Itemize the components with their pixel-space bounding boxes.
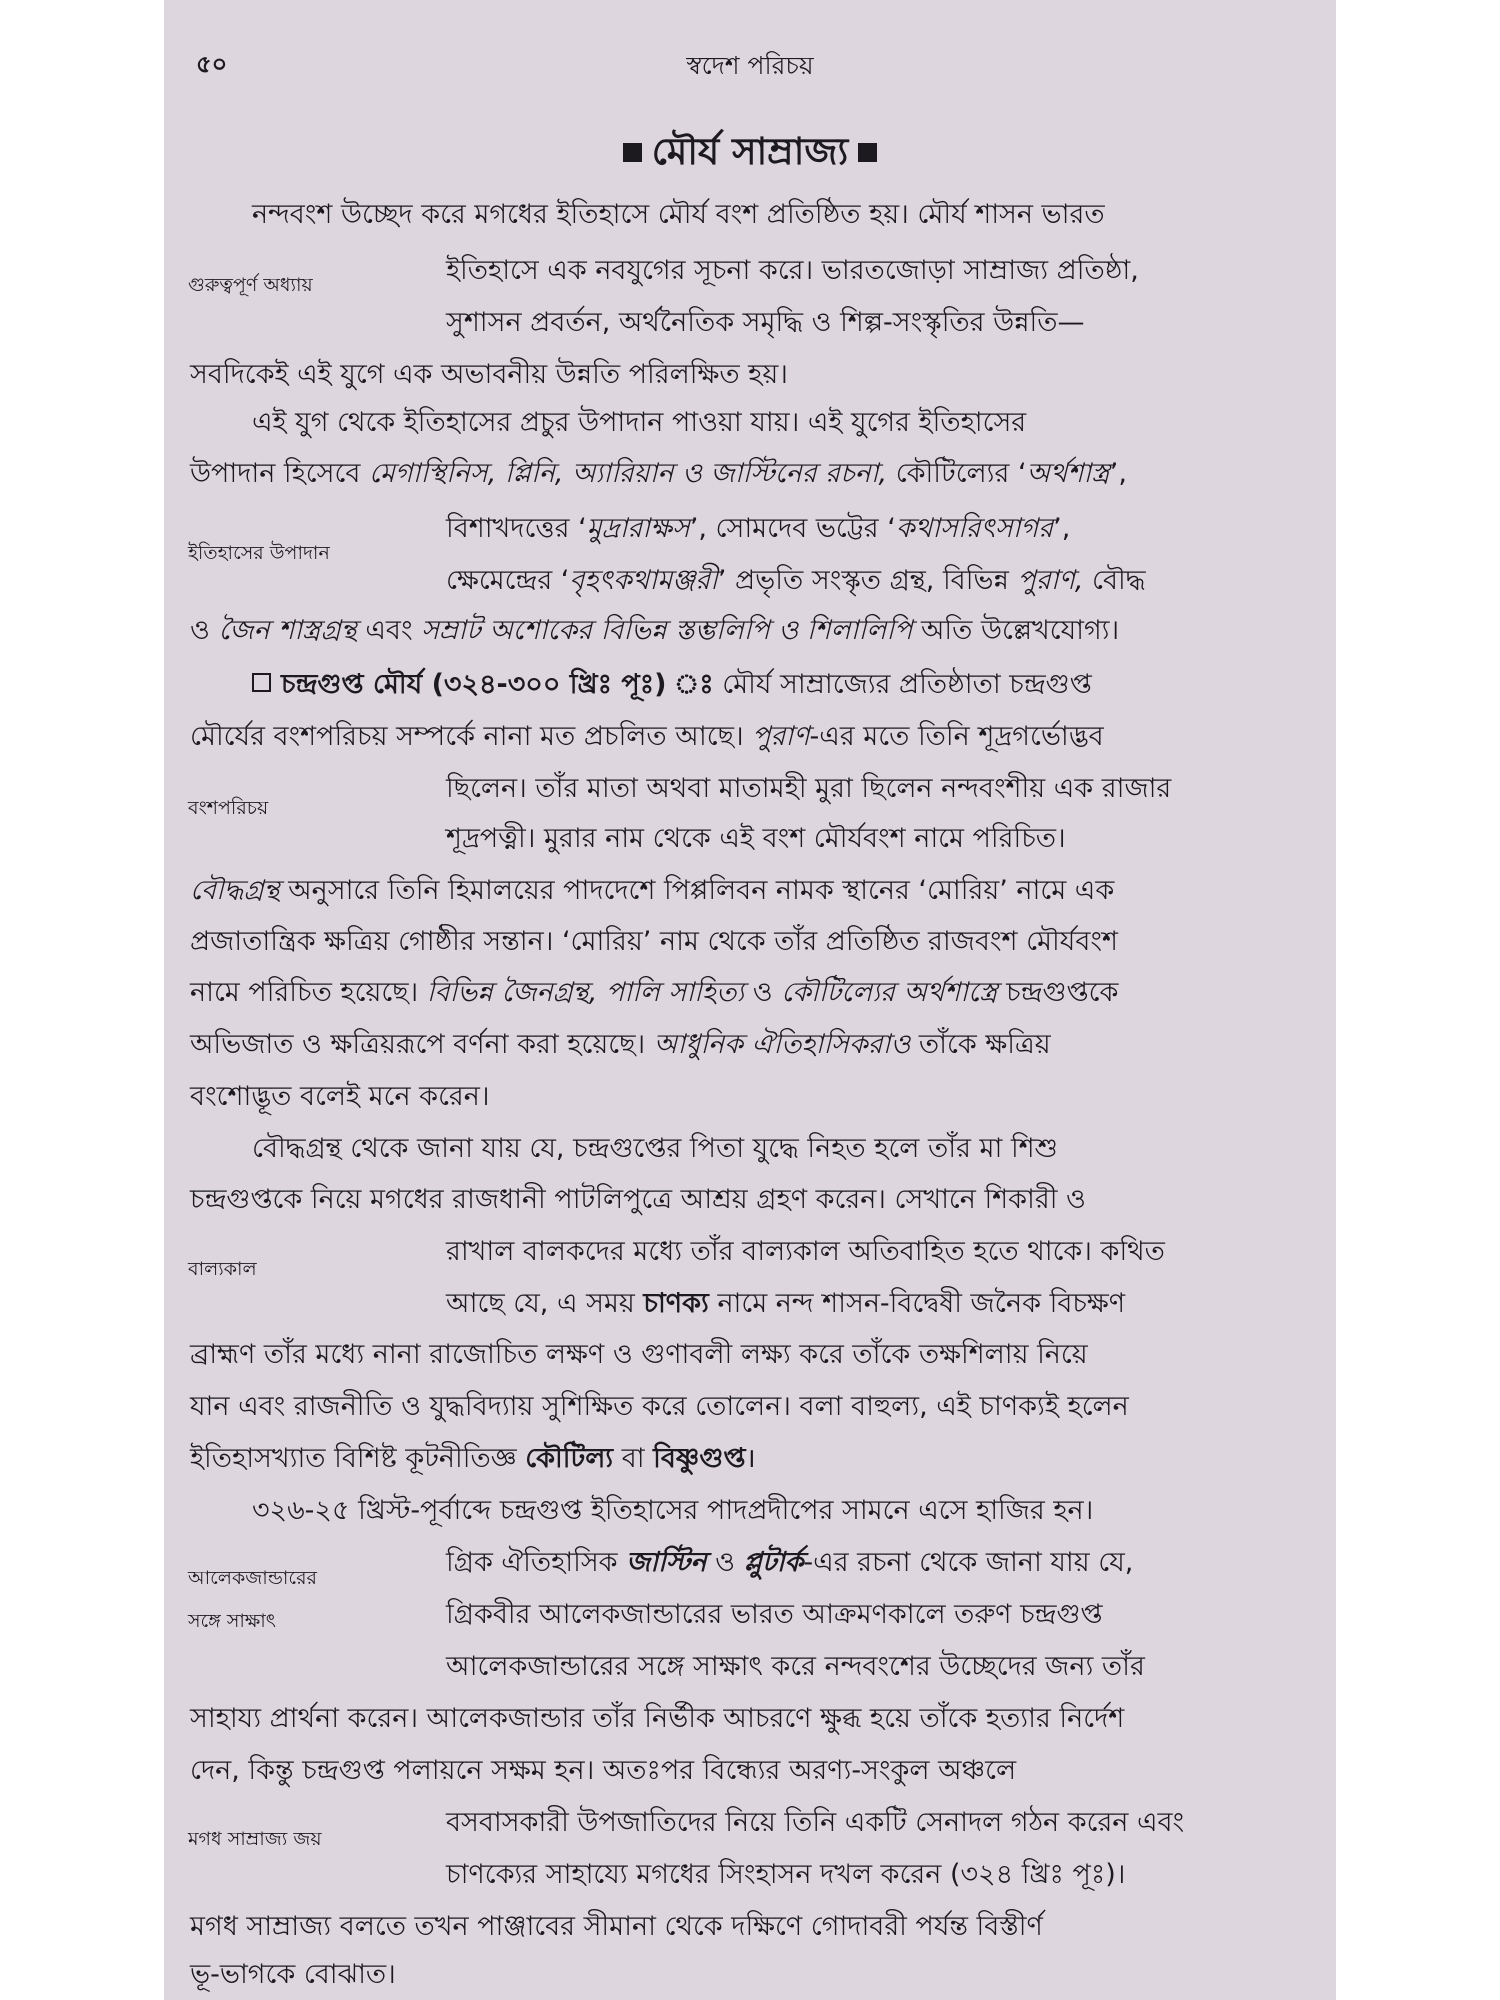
- text-line: বংশোদ্ভূত বলেই মনে করেন।: [190, 1081, 490, 1112]
- text-span: চন্দ্রগুপ্তকে: [997, 977, 1119, 1008]
- text-span: প্লুটার্ক: [743, 1547, 804, 1578]
- text-line: শূদ্রপত্নী। মুরার নাম থেকে এই বংশ মৌর্যবংশ নামে পরিচিত।: [446, 823, 1066, 854]
- text-span: গ্রিক ঐতিহাসিক: [446, 1547, 627, 1578]
- side-note-magadha: মগধ সাম্রাজ্য জয়: [188, 1828, 322, 1850]
- text-line: যান এবং রাজনীতি ও যুদ্ধবিদ্যায় সুশিক্ষিত করে তোলেন। বলা বাহুল্য, এই চাণক্যই হলেন: [190, 1391, 1129, 1422]
- text-span: বিষ্ণুগুপ্ত: [653, 1443, 746, 1474]
- text-span: পুরাণ,: [1017, 565, 1084, 596]
- text-line: ৩২৬-২৫ খ্রিস্ট-পূর্বাব্দে চন্দ্রগুপ্ত ইতিহাসের পাদপ্রদীপের সামনে এসে হাজির হন।: [252, 1495, 1094, 1526]
- text-span: জৈন শাস্ত্রগ্রন্থ: [218, 615, 357, 646]
- text-span: মেগাস্থিনিস, প্লিনি, অ্যারিয়ান ও জাস্টিনের রচনা,: [368, 458, 888, 489]
- text-line: বৌদ্ধগ্রন্থ থেকে জানা যায় যে, চন্দ্রগুপ্তের পিতা যুদ্ধে নিহত হলে তাঁর মা শিশু: [252, 1133, 1058, 1164]
- text-span: -এর রচনা থেকে জানা যায় যে,: [803, 1547, 1134, 1578]
- text-line: [252, 668, 1092, 702]
- text-line: [446, 512, 1070, 546]
- text-span: কৌটিল্যের অর্থশাস্ত্রে: [781, 977, 998, 1008]
- text-line: সবদিকেই এই যুগে এক অভাবনীয় উন্নতি পরিলক্ষিত হয়।: [190, 359, 788, 390]
- text-line: ইতিহাসে এক নবযুগের সূচনা করে। ভারতজোড়া সাম্রাজ্য প্রতিষ্ঠা,: [446, 255, 1139, 286]
- text-span: কৌটিল্যের ‘: [887, 458, 1027, 489]
- text-span: জাস্টিন: [626, 1547, 707, 1578]
- text-span: বৌদ্ধগ্রন্থ: [190, 875, 280, 906]
- text-span: পুরাণ: [752, 721, 810, 752]
- text-line: ব্রাহ্মণ তাঁর মধ্যে নানা রাজোচিত লক্ষণ ও গুণাবলী লক্ষ্য করে তাঁকে তক্ষশিলায় নিয়ে: [190, 1339, 1088, 1370]
- text-span: বিভিন্ন জৈনগ্রন্থ, পালি সাহিত্য: [426, 977, 745, 1008]
- checkbox-bullet-icon: [252, 673, 271, 692]
- text-span: চাণক্য: [643, 1288, 709, 1319]
- text-span: নামে পরিচিত হয়েছে।: [190, 977, 427, 1008]
- text-span: সম্রাট অশোকের বিভিন্ন স্তম্ভলিপি ও শিলালিপি: [421, 615, 913, 646]
- text-span: উপাদান হিসেবে: [190, 458, 369, 489]
- text-line: এই যুগ থেকে ইতিহাসের প্রচুর উপাদান পাওয়া যায়। এই যুগের ইতিহাসের: [252, 407, 1027, 438]
- text-span: ’,: [1109, 458, 1127, 489]
- text-span: বৌদ্ধ: [1083, 565, 1146, 596]
- text-span: কথাসরিৎসাগর: [895, 513, 1054, 544]
- text-line: চন্দ্রগুপ্তকে নিয়ে মগধের রাজধানী পাটলিপুত্রে আশ্রয় গ্রহণ করেন। সেখানে শিকারী ও: [190, 1184, 1086, 1215]
- text-line: [190, 1442, 756, 1476]
- text-line: গ্রিকবীর আলেকজান্ডারের ভারত আক্রমণকালে তরুণ চন্দ্রগুপ্ত: [446, 1599, 1103, 1630]
- text-span: ও: [744, 977, 782, 1008]
- running-header: স্বদেশ পরিচয়: [686, 51, 814, 80]
- text-span: ’ প্রভৃতি সংস্কৃত গ্রন্থ, বিভিন্ন: [717, 565, 1018, 596]
- text-line: সাহায্য প্রার্থনা করেন। আলেকজান্ডার তাঁর নির্ভীক আচরণে ক্ষুব্ধ হয়ে তাঁকে হত্যার নির্দেশ: [190, 1703, 1125, 1734]
- text-line: [446, 1287, 1125, 1321]
- text-line: [190, 457, 1127, 491]
- side-note-lineage: বংশপরিচয়: [188, 797, 269, 819]
- side-note-alexander-1: আলেকজান্ডারের: [188, 1567, 317, 1589]
- chapter-title: [164, 122, 1336, 185]
- page-number: ৫০: [196, 50, 228, 78]
- text-span: ’, সোমদেব ভট্টের ‘: [689, 513, 896, 544]
- side-note-important-chapter: গুরুত্বপূর্ণ অধ্যায়: [188, 274, 313, 296]
- book-page: [164, 0, 1336, 2000]
- text-span: বিশাখদত্তের ‘: [446, 513, 587, 544]
- text-span: আধুনিক ঐতিহাসিকরাও: [653, 1029, 911, 1060]
- chapter-title-text: মৌর্য সাম্রাজ্য: [651, 130, 849, 173]
- text-span: বৃহৎকথামঞ্জরী: [569, 565, 718, 596]
- side-note-sources: ইতিহাসের উপাদান: [188, 542, 330, 564]
- text-span: ইতিহাসখ্যাত বিশিষ্ট কূটনীতিজ্ঞ: [190, 1443, 526, 1474]
- side-note-alexander-2: সঙ্গে সাক্ষাৎ: [188, 1610, 276, 1632]
- text-span: মৌর্য সাম্রাজ্যের প্রতিষ্ঠাতা চন্দ্রগুপ্ত: [713, 669, 1092, 700]
- square-bullet-icon: [623, 143, 642, 162]
- text-span: অনুসারে তিনি হিমালয়ের পাদদেশে পিপ্পলিবন নামক স্থানের ‘মোরিয়’ নামে এক: [279, 875, 1115, 906]
- text-line: আলেকজান্ডারের সঙ্গে সাক্ষাৎ করে নন্দবংশের উচ্ছেদের জন্য তাঁর: [446, 1651, 1145, 1682]
- text-line: সুশাসন প্রবর্তন, অর্থনৈতিক সমৃদ্ধি ও শিল্প-সংস্কৃতির উন্নতি—: [446, 307, 1085, 338]
- text-line: দেন, কিন্তু চন্দ্রগুপ্ত পলায়নে সক্ষম হন। অতঃপর বিন্ধ্যের অরণ্য-সংকুল অঞ্চলে: [190, 1755, 1017, 1786]
- text-span: ক্ষেমেন্দ্রের ‘: [446, 565, 570, 596]
- text-span: ও: [190, 615, 219, 646]
- text-line: ভূ-ভাগকে বোঝাত।: [190, 1959, 396, 1990]
- text-span: ও: [706, 1547, 744, 1578]
- text-span: মৌর্যের বংশপরিচয় সম্পর্কে নানা মত প্রচলিত আছে।: [190, 721, 753, 752]
- text-span: ।: [745, 1443, 756, 1474]
- text-line: [190, 874, 1114, 908]
- text-span: অতি উল্লেখযোগ্য।: [912, 615, 1120, 646]
- text-line: ছিলেন। তাঁর মাতা অথবা মাতামহী মুরা ছিলেন নন্দবংশীয় এক রাজার: [446, 773, 1172, 804]
- square-bullet-icon: [858, 143, 877, 162]
- text-line: [446, 1546, 1133, 1580]
- text-span: মুদ্রারাক্ষস: [586, 513, 690, 544]
- text-line: মগধ সাম্রাজ্য বলতে তখন পাঞ্জাবের সীমানা থেকে দক্ষিণে গোদাবরী পর্যন্ত বিস্তীর্ণ: [190, 1911, 1043, 1942]
- text-span: কৌটিল্য: [525, 1443, 614, 1474]
- text-span: -এর মতে তিনি শূদ্রগর্ভোদ্ভব: [809, 721, 1104, 752]
- text-line: [190, 976, 1118, 1010]
- text-line: রাখাল বালকদের মধ্যে তাঁর বাল্যকাল অতিবাহিত হতে থাকে। কথিত: [446, 1236, 1165, 1267]
- text-line: [190, 720, 1104, 754]
- text-line: [190, 614, 1119, 648]
- text-span: আছে যে, এ সময়: [446, 1288, 644, 1319]
- text-span: তাঁকে ক্ষত্রিয়: [910, 1029, 1051, 1060]
- text-span: অর্থশাস্ত্র: [1026, 458, 1110, 489]
- side-note-childhood: বাল্যকাল: [188, 1258, 257, 1280]
- text-span: নামে নন্দ শাসন-বিদ্বেষী জনৈক বিচক্ষণ: [708, 1288, 1126, 1319]
- text-line: [446, 564, 1146, 598]
- text-span: ’,: [1053, 513, 1071, 544]
- text-span: বা: [613, 1443, 654, 1474]
- text-line: চাণক্যের সাহায্যে মগধের সিংহাসন দখল করেন (৩২৪ খ্রিঃ পূঃ)।: [446, 1859, 1126, 1890]
- text-line: বসবাসকারী উপজাতিদের নিয়ে তিনি একটি সেনাদল গঠন করেন এবং: [446, 1807, 1185, 1838]
- text-line: নন্দবংশ উচ্ছেদ করে মগধের ইতিহাসে মৌর্য বংশ প্রতিষ্ঠিত হয়। মৌর্য শাসন ভারত: [252, 199, 1105, 230]
- text-line: [190, 1028, 1051, 1062]
- text-span: এবং: [356, 615, 422, 646]
- text-span: অভিজাত ও ক্ষত্রিয়রূপে বর্ণনা করা হয়েছে।: [190, 1029, 654, 1060]
- section-heading: চন্দ্রগুপ্ত মৌর্য (৩২৪-৩০০ খ্রিঃ পূঃ) ঃ: [281, 669, 714, 700]
- text-line: প্রজাতান্ত্রিক ক্ষত্রিয় গোষ্ঠীর সন্তান। ‘মোরিয়’ নাম থেকে তাঁর প্রতিষ্ঠিত রাজবংশ মৌর্যবংশ: [190, 926, 1118, 957]
